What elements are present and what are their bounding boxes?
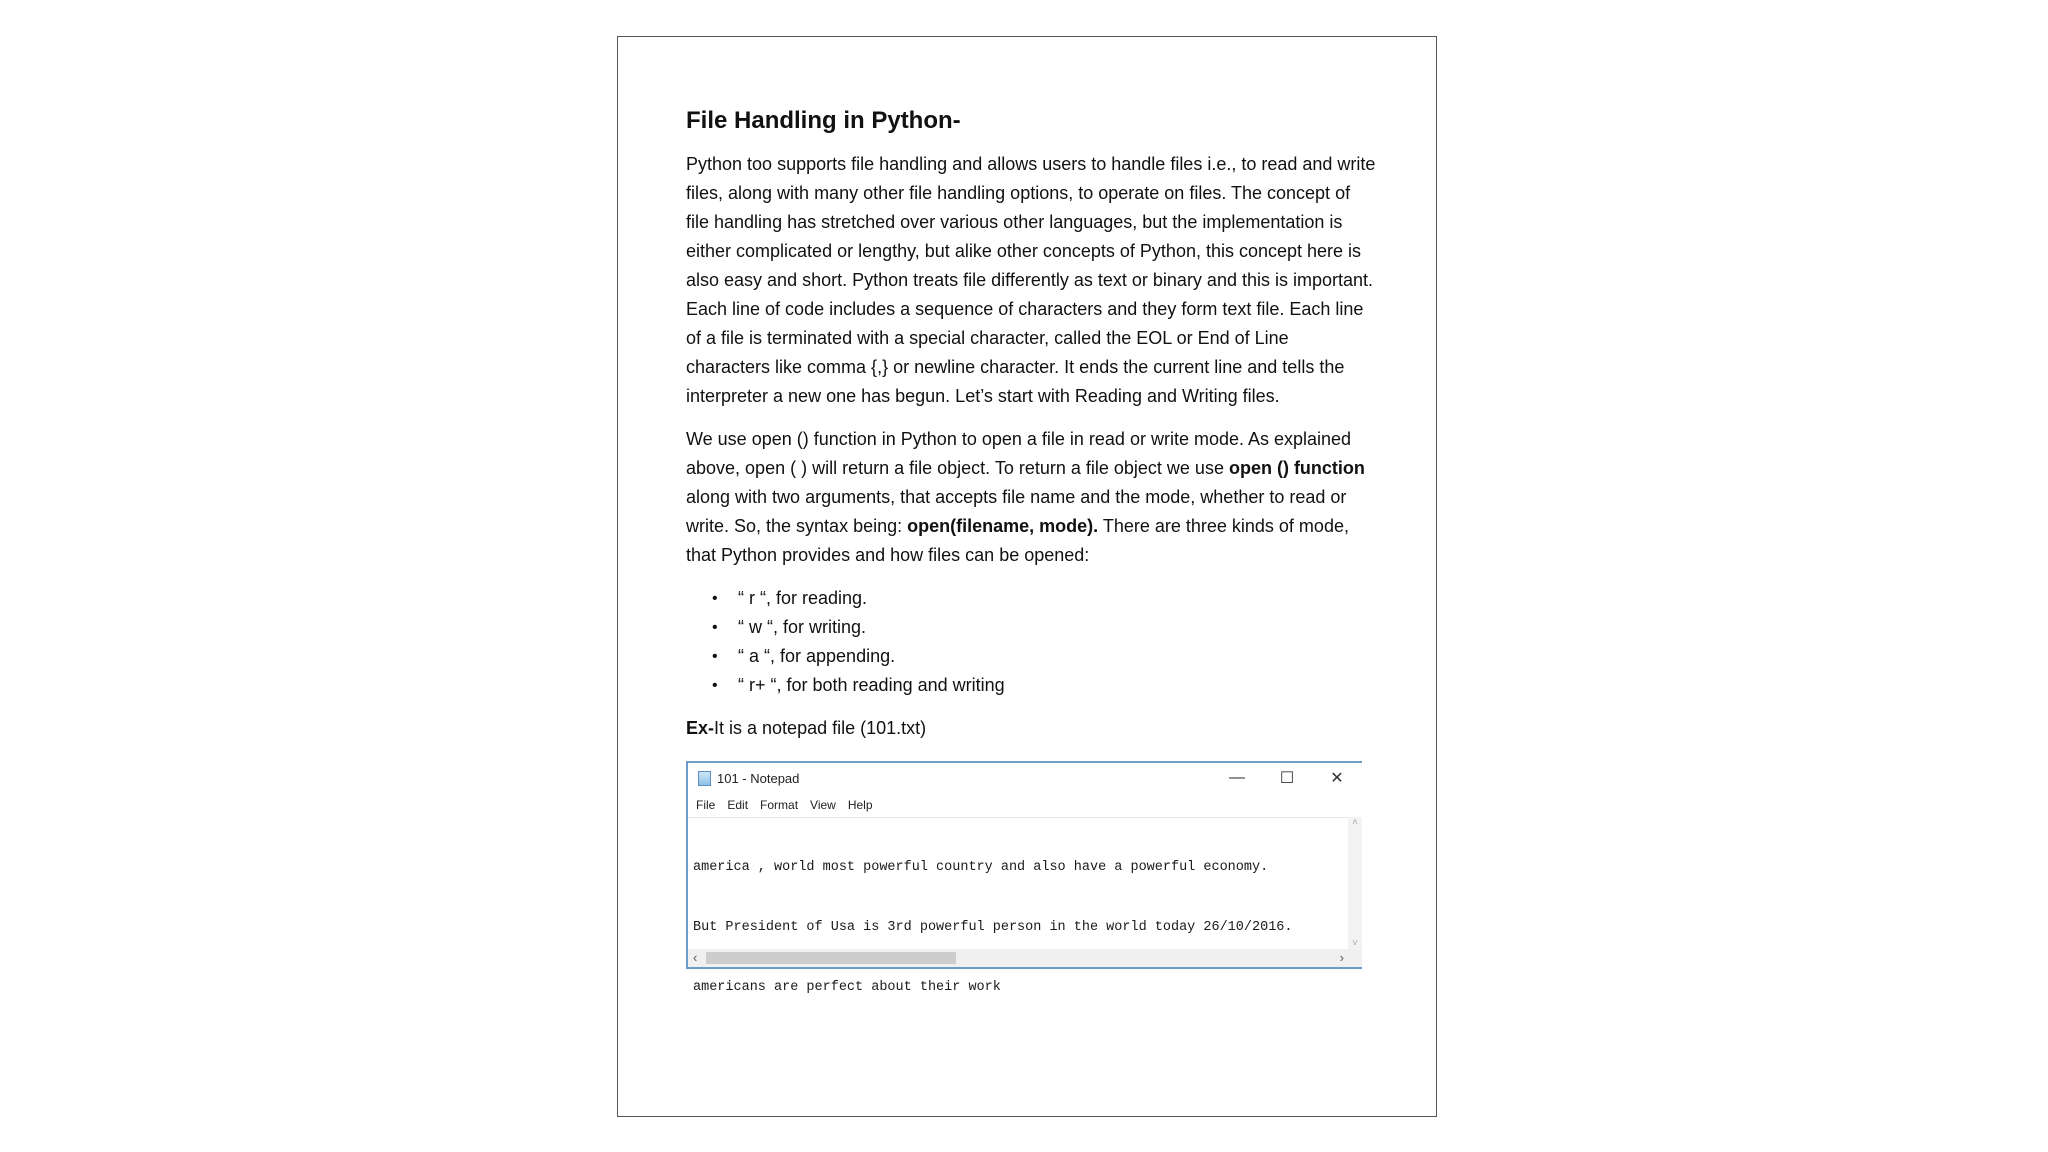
- maximize-icon: ☐: [1279, 770, 1295, 788]
- text-line: But President of Usa is 3rd powerful person in the world today 26/10/2016.: [693, 920, 1293, 936]
- menu-view: View: [810, 798, 836, 813]
- bold-open-syntax: open(filename, mode).: [907, 516, 1099, 537]
- scroll-left-icon: ‹: [693, 950, 698, 966]
- minimize-icon: —: [1229, 769, 1245, 787]
- document-page: [617, 36, 1437, 1117]
- paragraph-text: There are three kinds of mode, that Python provides and how files can be opened:: [686, 516, 1349, 566]
- file-mode-list: [686, 584, 1376, 700]
- scrollbar-thumb: [706, 952, 956, 964]
- notepad-window-screenshot: [686, 761, 1362, 996]
- notepad-title: 101 - Notepad: [717, 770, 800, 786]
- list-item: • “ a “, for appending.: [738, 642, 1376, 671]
- notepad-titlebar: [688, 763, 1362, 793]
- menu-format: Format: [760, 798, 799, 813]
- notepad-text-area: [688, 817, 1348, 996]
- list-item: • “ r+ “, for both reading and writing: [738, 671, 1376, 700]
- page-heading: File Handling in Python-: [686, 107, 961, 134]
- bold-open-function: open () function: [1228, 458, 1365, 479]
- example-caption: [686, 714, 1376, 743]
- list-item: • “ w “, for writing.: [738, 613, 1376, 642]
- scroll-up-icon: ˄: [1352, 817, 1358, 829]
- menu-edit: Edit: [727, 798, 749, 813]
- close-icon: ✕: [1330, 770, 1344, 788]
- menu-help: Help: [847, 798, 873, 813]
- list-item: • “ r “, for reading.: [738, 584, 1376, 613]
- notepad-icon: [698, 771, 711, 786]
- open-function-paragraph: [686, 425, 1376, 570]
- text-line: america , world most powerful country and also have a powerful economy.: [693, 860, 1269, 876]
- vertical-scrollbar: [1348, 817, 1362, 949]
- scroll-right-icon: ›: [1339, 950, 1344, 966]
- menu-file: File: [696, 798, 716, 813]
- horizontal-scrollbar: [688, 949, 1362, 967]
- scroll-down-icon: ˅: [1352, 938, 1358, 950]
- text-line: americans are perfect about their work: [693, 980, 1001, 996]
- paragraph-text: along with two arguments, that accepts file name and the mode, whether to read or write. So, the syntax being:: [686, 487, 1347, 537]
- paragraph-text: We use open () function in Python to open a file in read or write mode. As explained above, open ( ) will return a file object. To return a file object we use: [686, 429, 1352, 479]
- notepad-menubar: [688, 793, 1362, 817]
- intro-paragraph: Python too supports file handling and allows users to handle files i.e., to read and write files, along with many other file handling options, to operate on files. The concept of file handling has stretched over various other languages, but the implementation is either complicated or lengthy, but alike other concepts of Python, this concept here is also easy and short. Python treats file differently as text or binary and this is important. Each line of code includes a sequence of characters and they form text file. Each line of a file is terminated with a special character, called the EOL or End of Line characters like comma {,} or newline character. It ends the current line and tells the interpreter a new one has begun. Let’s start with Reading and Writing files.: [686, 154, 1376, 407]
- example-text: It is a notepad file (101.txt): [714, 718, 927, 739]
- page-content: [686, 105, 1376, 996]
- example-label: Ex-: [686, 718, 715, 739]
